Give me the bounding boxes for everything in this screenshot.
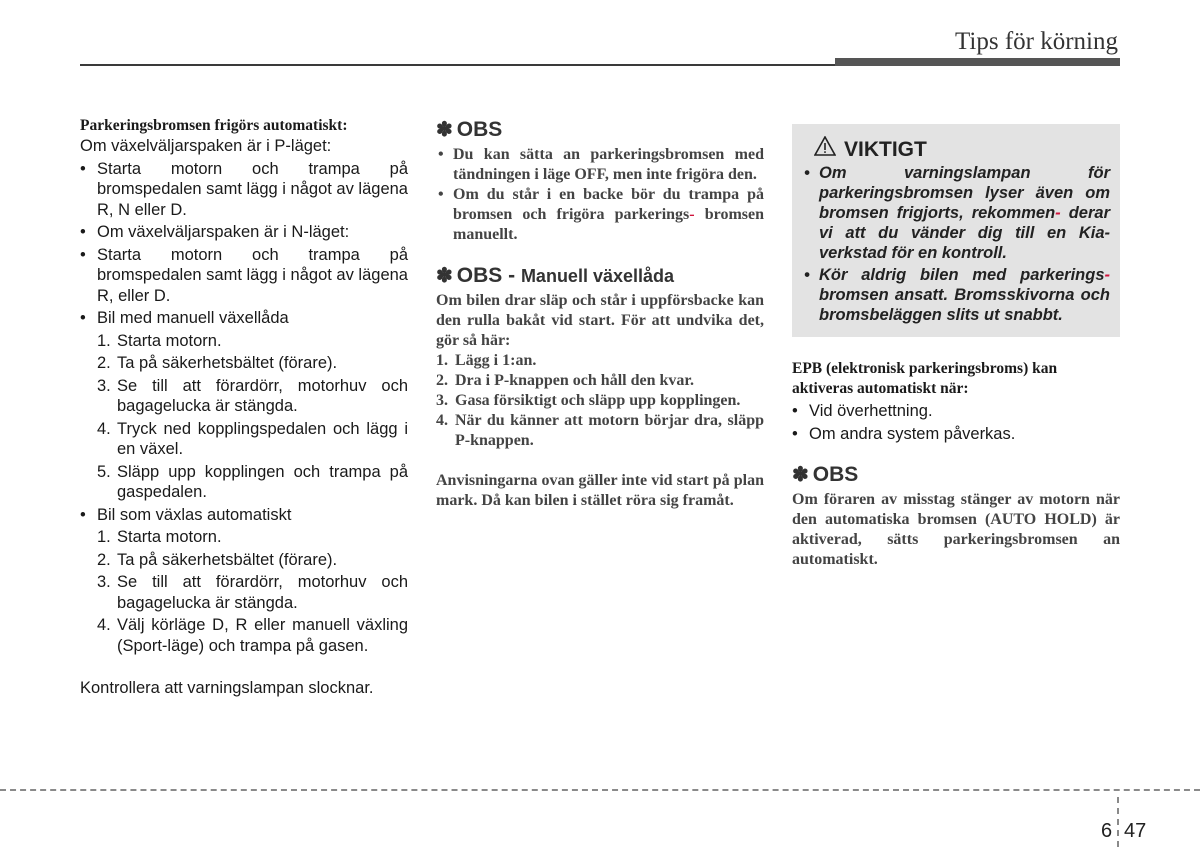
list-item: • Kör aldrig bilen med parkerings- bromsen ansatt. Bromsskivorna och bromsbeläggen slits ut snabbt. xyxy=(802,265,1110,325)
warning-heading: VIKTIGT xyxy=(814,136,1110,163)
obs-note: Anvisningarna ovan gäller inte vid start på plan mark. Då kan bilen i stället röra sig framåt. xyxy=(436,472,764,509)
asterisk-icon: ✽ xyxy=(436,119,453,141)
list-item: 4. Välj körläge D, R eller manuell växling (Sport-läge) och trampa på gasen. xyxy=(97,616,408,655)
list-item: • Om du står i en backe bör du trampa på bromsen och frigöra parkerings- bromsen manuellt. xyxy=(436,185,764,245)
list-item: • Om växelväljarspaken är i N-läget: xyxy=(80,222,408,243)
bullet-list xyxy=(80,505,408,526)
auto-steps-list xyxy=(80,527,408,656)
page-number-divider xyxy=(1117,797,1119,847)
section-number: 6 xyxy=(1101,820,1113,842)
asterisk-icon: ✽ xyxy=(436,265,453,287)
obs-intro: Om bilen drar släp och står i uppförsbacke kan den rulla bakåt vid start. För att undvika det, gör så här: xyxy=(436,292,764,349)
list-item: • Vid överhettning. xyxy=(792,401,1120,422)
list-item: 3. Gasa försiktigt och släpp upp kopplingen. xyxy=(436,392,741,409)
list-item: 4. När du känner att motorn börjar dra, släpp P-knappen. xyxy=(436,412,764,449)
obs-bullet-list xyxy=(436,145,764,245)
intro-text: Om växelväljarspaken är i P-läget: xyxy=(80,137,332,155)
column-middle xyxy=(436,117,764,511)
column-left xyxy=(80,116,408,699)
page-header-title: Tips för körning xyxy=(955,28,1118,55)
list-item: 3. Se till att förardörr, motorhuv och bagagelucka är stängda. xyxy=(97,573,408,612)
list-item: 1. Starta motorn. xyxy=(97,331,222,350)
list-item: • Starta motorn och trampa på bromspedalen samt lägg i något av lägena R, N eller D. xyxy=(80,159,408,221)
list-item: 4. Tryck ned kopplingspedalen och lägg i en växel. xyxy=(97,419,408,458)
epb-heading: EPB (elektronisk parkeringsbroms) kan aktiveras automatiskt när: xyxy=(792,360,1058,397)
list-item: • Du kan sätta an parkeringsbromsen med tändningen i läge OFF, men inte frigöra den. xyxy=(436,145,764,185)
asterisk-icon: ✽ xyxy=(792,464,809,486)
bullet-list xyxy=(80,159,408,329)
column-right xyxy=(792,120,1120,570)
list-item: • Om varningslampan för parkeringsbromsen lyser även om bromsen frigjorts, rekommen- derar vi att du vänder dig till en Kia-verkstad för en kontroll. xyxy=(802,163,1110,263)
list-item: • Bil som växlas automatiskt xyxy=(80,505,408,526)
epb-bullet-list xyxy=(792,401,1120,444)
obs-heading: ✽ OBS xyxy=(792,463,859,486)
manual-steps-list xyxy=(80,331,408,503)
list-item: • Bil med manuell växellåda xyxy=(80,308,408,329)
footer-dashed-rule xyxy=(0,789,1200,791)
list-item: 2. Dra i P-knappen och håll den kvar. xyxy=(436,372,695,389)
list-item: 2. Ta på säkerhetsbältet (förare). xyxy=(97,550,338,569)
list-item: • Starta motorn och trampa på bromspedalen samt lägg i något av lägena R, eller D. xyxy=(80,245,408,307)
obs-steps-list xyxy=(436,351,764,451)
warning-bullet-list xyxy=(802,163,1110,325)
list-item: 1. Lägg i 1:an. xyxy=(436,352,537,369)
obs-heading: ✽ OBS xyxy=(436,118,503,141)
warning-triangle-icon xyxy=(814,136,836,163)
obs-text: Om föraren av misstag stänger av motorn när den automatiska bromsen (AUTO HOLD) är aktiverad, sätts parkeringsbromsen an automatiskt. xyxy=(792,491,1120,568)
warning-box xyxy=(792,124,1120,337)
obs-heading: ✽ OBS - Manuell växellåda xyxy=(436,264,675,287)
list-item: 5. Släpp upp kopplingen och trampa på gaspedalen. xyxy=(97,462,408,501)
section-heading: Parkeringsbromsen frigörs automatiskt: xyxy=(80,117,348,134)
closing-text: Kontrollera att varningslampan slocknar. xyxy=(80,679,374,697)
list-item: 3. Se till att förardörr, motorhuv och bagagelucka är stängda. xyxy=(97,376,408,415)
list-item: 2. Ta på säkerhetsbältet (förare). xyxy=(97,354,338,372)
header-rule-accent xyxy=(835,58,1120,66)
page-number: 47 xyxy=(1124,820,1147,842)
header-rule xyxy=(80,64,835,66)
list-item: • Om andra system påverkas. xyxy=(792,424,1120,445)
list-item: 1. Starta motorn. xyxy=(97,528,222,546)
